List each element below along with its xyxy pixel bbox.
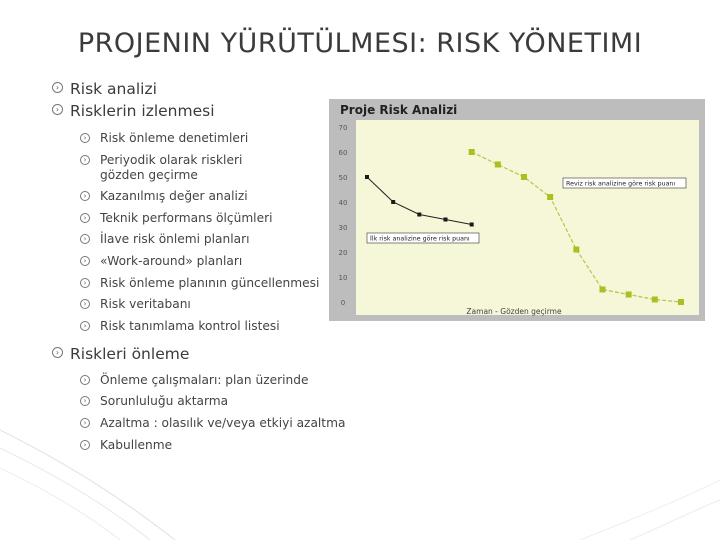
data-point-reviz [573, 247, 579, 253]
series-label: Reviz risk analizine göre risk puanı [566, 180, 676, 188]
data-point-ilk [417, 213, 421, 217]
sub-bullet [52, 131, 352, 146]
x-axis-label: Zaman - Gözden geçirme [466, 307, 562, 316]
bullet-risklerin-izlenmesi [52, 100, 352, 122]
sub-bullet [52, 254, 352, 269]
sub-bullet-text: Azaltma : olasılık ve/veya etkiyi azaltma [100, 415, 346, 430]
bullet-arrow-icon: › [52, 82, 63, 93]
bullet-text: Risk analizi [70, 80, 157, 98]
y-tick-label: 40 [338, 199, 348, 207]
bullet-arrow-icon: › [80, 396, 90, 406]
sub-bullet-text: Kazanılmış değer analizi [100, 189, 248, 204]
chart-title: Proje Risk Analizi [340, 103, 458, 117]
data-point-reviz [495, 162, 501, 168]
bullet-arrow-icon: › [80, 191, 90, 201]
sub-bullet-text: Kabullenme [100, 437, 173, 452]
data-point-reviz [469, 149, 475, 155]
data-point-reviz [678, 299, 684, 305]
bullet-arrow-icon: › [80, 418, 90, 428]
data-point-reviz [600, 287, 606, 293]
data-point-reviz [547, 194, 553, 200]
bullet-arrow-icon: › [52, 104, 63, 115]
data-point-ilk [444, 218, 448, 222]
bullet-risk-analizi [52, 78, 352, 100]
sub-bullet [52, 189, 352, 204]
sub-bullet-text: İlave risk önlemi planları [100, 232, 250, 247]
bullet-text: Risklerin izlenmesi [70, 102, 215, 120]
sub-bullet-text: Periyodik olarak riskleri gözden geçirme [100, 152, 243, 182]
bullet-arrow-icon: › [80, 375, 90, 385]
sub-bullet-text: Risk önleme planının güncellenmesi [100, 275, 320, 290]
sub-bullet-text: «Work-around» planları [100, 253, 243, 268]
data-point-ilk [391, 200, 395, 204]
data-point-reviz [626, 292, 632, 298]
bullet-text: Riskleri önleme [70, 344, 190, 363]
sub-bullet [52, 276, 352, 291]
sub-bullet [52, 438, 352, 453]
sub-bullet-text: Teknik performans ölçümleri [100, 210, 273, 225]
y-tick-label: 60 [338, 149, 348, 157]
plot-area [356, 120, 699, 315]
sub-bullet [52, 416, 352, 431]
bullet-arrow-icon: › [80, 256, 90, 266]
data-point-ilk [470, 223, 474, 227]
data-point-reviz [521, 174, 527, 180]
bullet-arrow-icon: › [80, 234, 90, 244]
sub-bullet [52, 211, 352, 226]
bullet-arrow-icon: › [80, 155, 90, 165]
data-point-ilk [365, 175, 369, 179]
sub-bullet [52, 373, 352, 388]
chart-plot [329, 99, 705, 321]
sub-bullet [52, 394, 352, 409]
slide-title: PROJENIN YÜRÜTÜLMESI: RISK YÖNETIMI [77, 28, 643, 59]
sub-bullet-text: Risk tanımlama kontrol listesi [100, 318, 280, 333]
bullet-arrow-icon: › [80, 440, 90, 450]
risk-chart [329, 99, 705, 321]
y-tick-label: 10 [338, 274, 348, 282]
y-tick-label: 70 [338, 124, 348, 132]
bullet-arrow-icon: › [80, 213, 90, 223]
bullet-arrow-icon: › [80, 133, 90, 143]
y-tick-label: 20 [338, 249, 348, 257]
series-label: İlk risk analizine göre risk puanı [370, 235, 470, 243]
sub-bullet-text: Risk veritabanı [100, 297, 191, 312]
sub-bullet [52, 153, 280, 183]
data-point-reviz [652, 297, 658, 303]
bullet-arrow-icon: › [80, 278, 90, 288]
bullet-arrow-icon: › [52, 347, 63, 358]
y-tick-label: 30 [338, 224, 348, 232]
y-tick-label: 50 [338, 174, 348, 182]
sub-bullet [52, 297, 352, 312]
sub-bullet-text: Risk önleme denetimleri [100, 131, 249, 145]
sub-bullet [52, 232, 352, 247]
bullet-list [52, 78, 352, 459]
bullet-arrow-icon: › [80, 321, 90, 331]
y-tick-label: 0 [340, 299, 346, 307]
bullet-arrow-icon: › [80, 299, 90, 309]
bullet-riskleri-onleme [52, 343, 352, 365]
sub-bullet-text: Önleme çalışmaları: plan üzerinde [100, 372, 309, 387]
sub-bullet [52, 319, 352, 334]
sub-bullet-text: Sorunluluğu aktarma [100, 394, 229, 409]
